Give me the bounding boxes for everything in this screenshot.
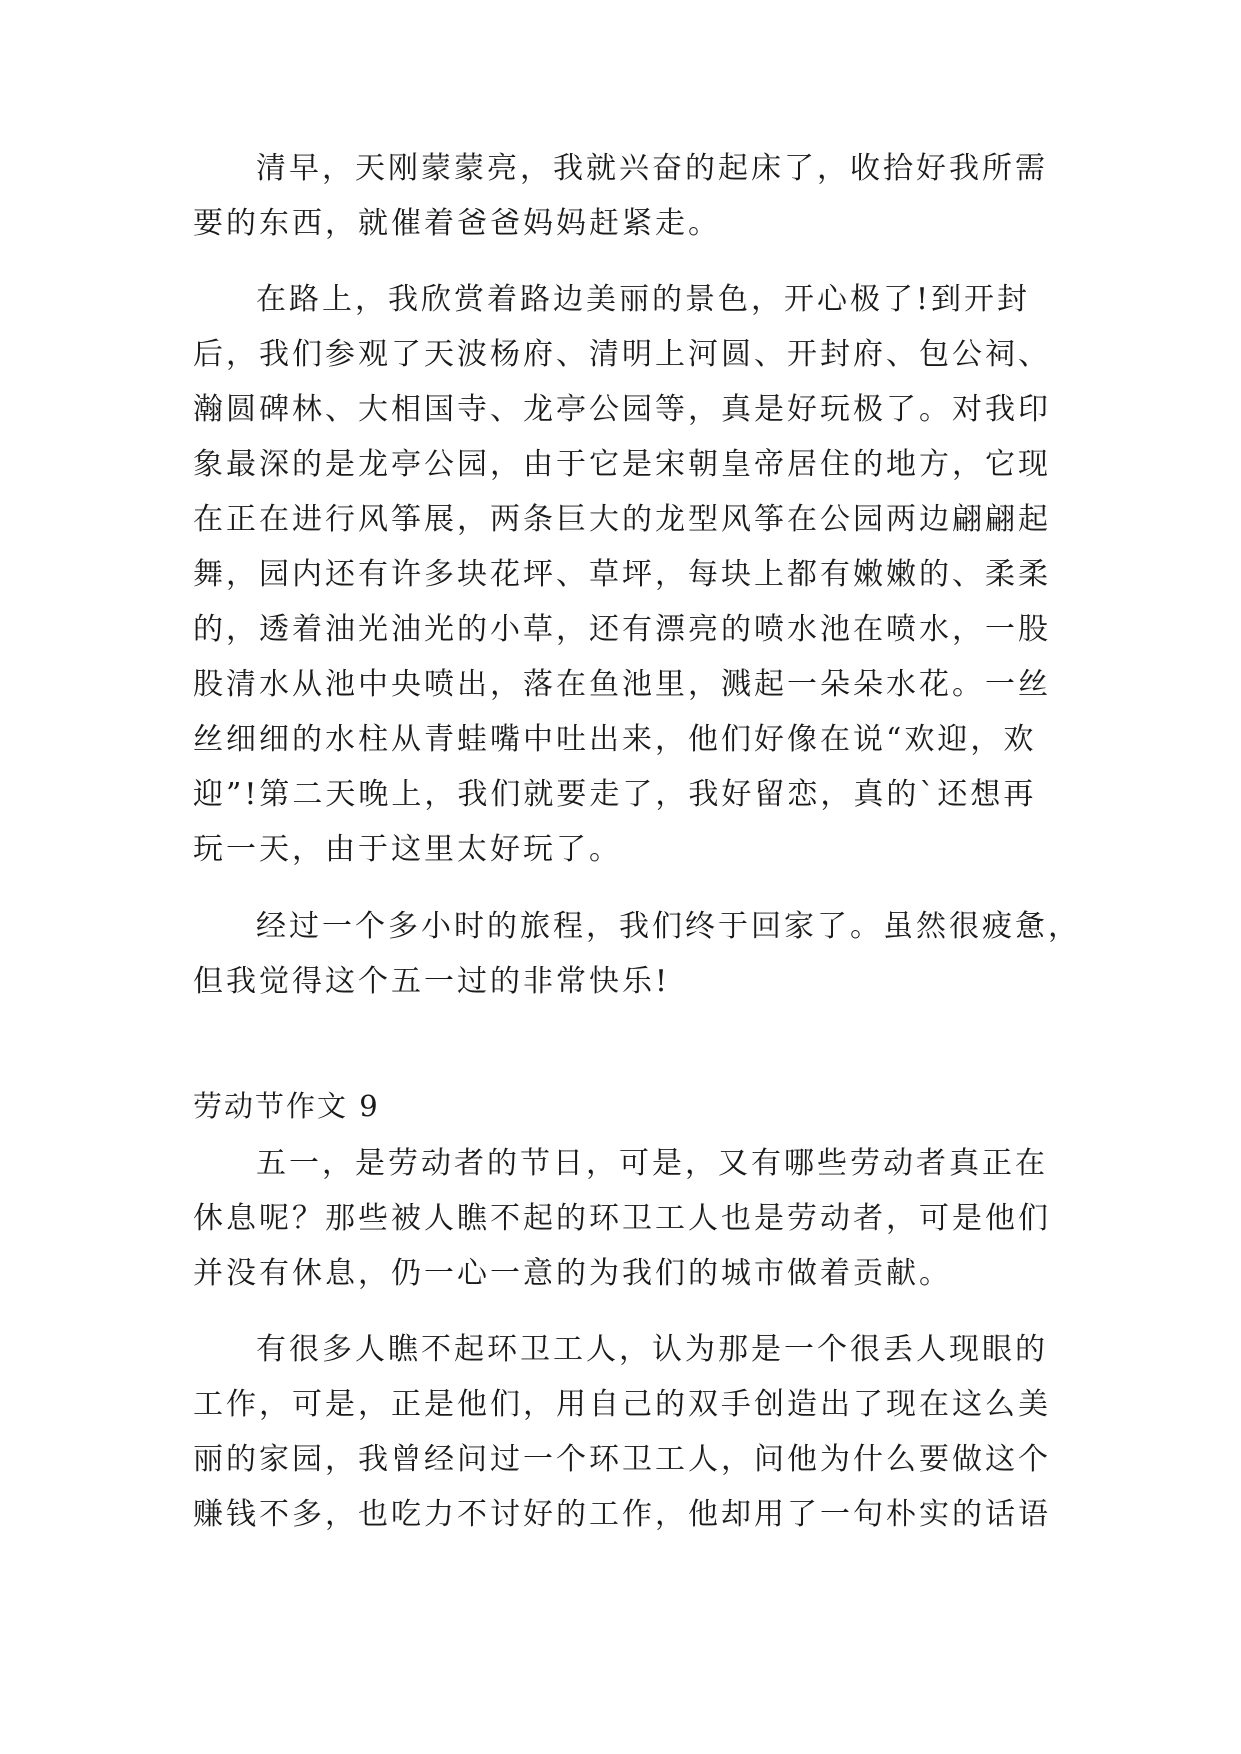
text-line: 有很多人瞧不起环卫工人，认为那是一个很丢人现眼的 — [256, 1332, 1048, 1367]
text-line: 丽的家园，我曾经问过一个环卫工人，问他为什么要做这个 — [193, 1442, 1051, 1477]
text-line: 休息呢？那些被人瞧不起的环卫工人也是劳动者，可是他们 — [193, 1201, 1051, 1236]
text-line: 赚钱不多，也吃力不讨好的工作，他却用了一句朴实的话语 — [193, 1497, 1051, 1532]
text-line: 后，我们参观了天波杨府、清明上河圆、开封府、包公祠、 — [193, 337, 1051, 372]
text-line: 股清水从池中央喷出，落在鱼池里，溅起一朵朵水花。一丝 — [193, 667, 1051, 702]
text-line: 丝细细的水柱从青蛙嘴中吐出来，他们好像在说“欢迎，欢 — [193, 722, 1037, 757]
text-line: 玩一天，由于这里太好玩了。 — [193, 832, 622, 867]
text-line: 但我觉得这个五一过的非常快乐! — [193, 964, 671, 999]
text-line: 要的东西，就催着爸爸妈妈赶紧走。 — [193, 206, 721, 241]
text-line: 瀚圆碑林、大相国寺、龙亭公园等，真是好玩极了。对我印 — [193, 392, 1051, 427]
text-line: 在路上，我欣赏着路边美丽的景色，开心极了!到开封 — [256, 282, 1031, 317]
text-line: 在正在进行风筝展，两条巨大的龙型风筝在公园两边翩翩起 — [193, 502, 1051, 537]
text-line: 清早，天刚蒙蒙亮，我就兴奋的起床了，收拾好我所需 — [256, 151, 1048, 186]
text-line: 五一，是劳动者的节日，可是，又有哪些劳动者真正在 — [256, 1146, 1048, 1181]
text-line: 象最深的是龙亭公园，由于它是宋朝皇帝居住的地方，它现 — [193, 447, 1051, 482]
text-line: 迎”!第二天晚上，我们就要走了，我好留恋，真的`还想再 — [193, 777, 1037, 812]
text-line: 经过一个多小时的旅程，我们终于回家了。虽然很疲惫， — [256, 909, 1081, 944]
essay-title: 劳动节作文 9 — [193, 1089, 380, 1123]
text-line: 工作，可是，正是他们，用自己的双手创造出了现在这么美 — [193, 1387, 1051, 1422]
text-line: 的，透着油光油光的小草，还有漂亮的喷水池在喷水，一股 — [193, 612, 1051, 647]
text-line: 并没有休息，仍一心一意的为我们的城市做着贡献。 — [193, 1256, 952, 1291]
text-line: 舞，园内还有许多块花坪、草坪，每块上都有嫩嫩的、柔柔 — [193, 557, 1051, 592]
